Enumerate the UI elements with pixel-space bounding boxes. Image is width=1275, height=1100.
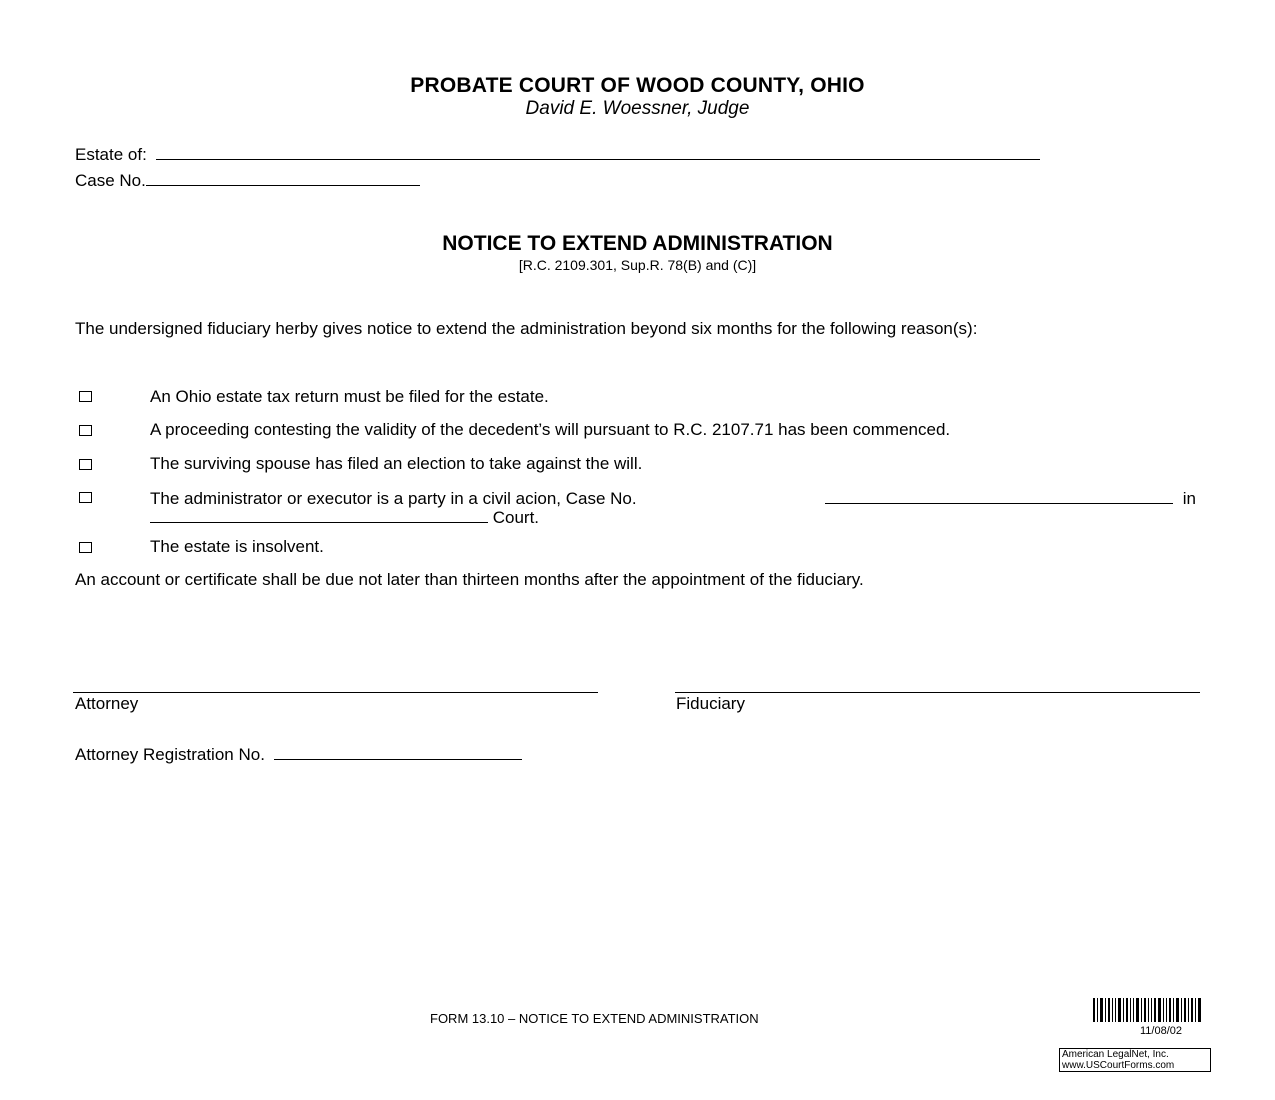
statute-citation: [R.C. 2109.301, Sup.R. 78(B) and (C)]	[518, 257, 757, 273]
account-due-note: An account or certificate shall be due not later than thirteen months after the appointment of the fiduciary.	[75, 570, 864, 589]
checkbox-estate-tax[interactable]	[79, 391, 92, 402]
case-row	[75, 170, 420, 191]
estate-field[interactable]	[156, 144, 1040, 160]
checkbox-will-contest[interactable]	[79, 425, 92, 436]
publisher-name: American LegalNet, Inc.	[1062, 1049, 1169, 1060]
attorney-label: Attorney	[75, 694, 139, 713]
registration-row	[75, 744, 522, 765]
checkbox-spouse-election[interactable]	[79, 459, 92, 470]
fiduciary-label: Fiduciary	[676, 694, 745, 713]
attorney-signature-line[interactable]	[73, 692, 598, 693]
reason-spouse-election: The surviving spouse has filed an election to take against the will.	[150, 454, 643, 473]
registration-field[interactable]	[274, 744, 522, 760]
case-label: Case No.	[75, 171, 146, 190]
checkbox-insolvent[interactable]	[79, 542, 92, 553]
civil-action-court: Court.	[492, 508, 540, 527]
civil-case-number-field[interactable]	[825, 488, 1173, 504]
estate-row	[75, 144, 1040, 165]
reason-insolvent: The estate is insolvent.	[150, 537, 324, 556]
court-name-field[interactable]	[150, 507, 488, 523]
civil-action-text: The administrator or executor is a party in a civil acion, Case No.	[150, 489, 637, 508]
judge-name: David E. Woessner, Judge	[525, 98, 750, 119]
form-date: 11/08/02	[1140, 1025, 1183, 1037]
intro-paragraph: The undersigned fiduciary herby gives notice to extend the administration beyond six months for the following reason(s):	[75, 319, 978, 338]
publisher-box	[1059, 1048, 1211, 1072]
reason-estate-tax: An Ohio estate tax return must be filed for the estate.	[150, 387, 549, 406]
reason-civil-action	[150, 488, 1196, 526]
document-title: NOTICE TO EXTEND ADMINISTRATION	[442, 232, 833, 255]
form-name-footer: FORM 13.10 – NOTICE TO EXTEND ADMINISTRATION	[430, 1011, 759, 1026]
barcode	[1093, 998, 1203, 1022]
registration-label: Attorney Registration No.	[75, 745, 265, 764]
court-name: PROBATE COURT OF WOOD COUNTY, OHIO	[410, 74, 865, 97]
publisher-url: www.USCourtForms.com	[1062, 1060, 1175, 1071]
estate-label: Estate of:	[75, 145, 147, 164]
case-number-field[interactable]	[146, 170, 420, 186]
reason-will-contest: A proceeding contesting the validity of the decedent’s will pursuant to R.C. 2107.71 has been commenced.	[150, 420, 951, 439]
civil-action-in: in	[1182, 489, 1196, 508]
fiduciary-signature-line[interactable]	[675, 692, 1200, 693]
checkbox-civil-action[interactable]	[79, 492, 92, 503]
